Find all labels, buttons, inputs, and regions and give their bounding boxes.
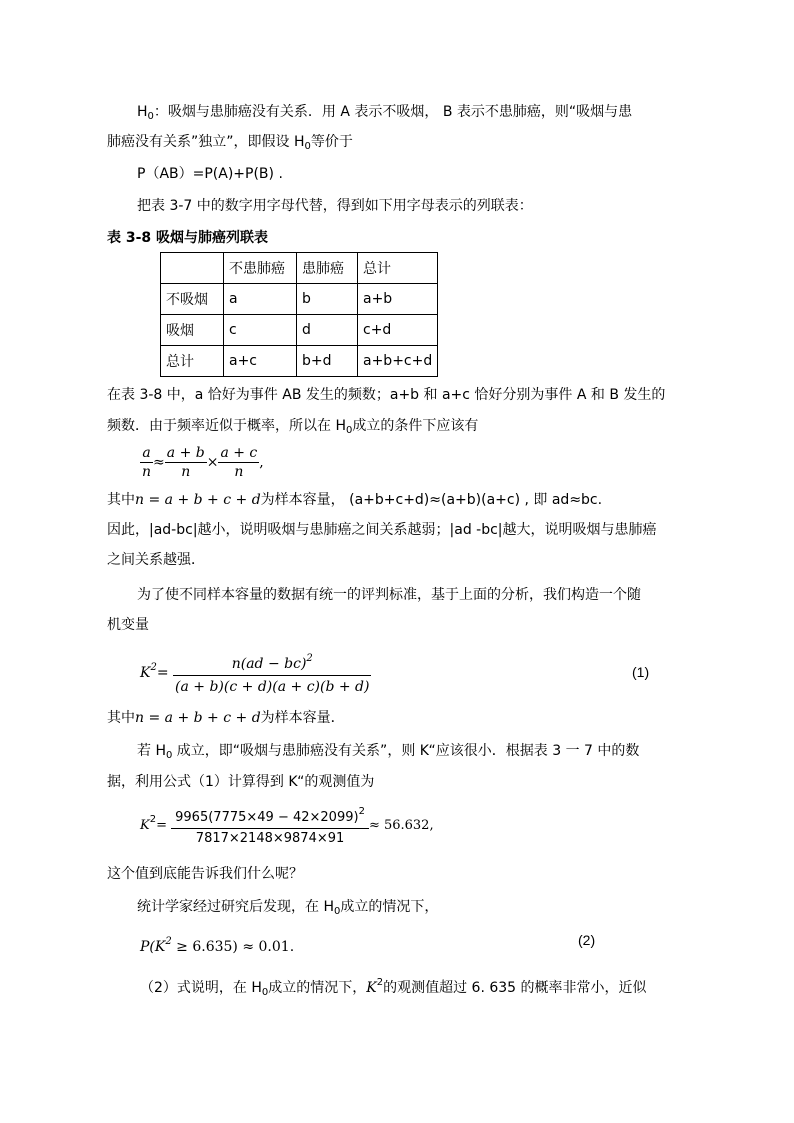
table-header-cell <box>161 253 224 284</box>
paragraph-frequency: 在表 3-8 中，a 恰好为事件 AB 发生的频数；a+b 和 a+c 恰好分别为事件 A 和 B 发生的 <box>107 387 666 403</box>
table-cell: 吸烟 <box>161 315 224 346</box>
formula-frequency-approx: $\frac{a}{n}$ ≈ $\frac{a + b}{n}$ × $\frac{a + c}{n}$ , <box>142 445 264 480</box>
table-header-cell: 不患肺癌 <box>224 253 297 284</box>
table-header-cell: 患肺癌 <box>297 253 358 284</box>
table-cell: a+b <box>358 284 438 315</box>
paragraph-statisticians: 统计学家经过研究后发现，在 $H_0$成立的情况下， <box>137 899 439 917</box>
paragraph-sample-size-2: 其中n = a + b + c + d为样本容量． <box>107 710 345 726</box>
table-cell: c <box>224 315 297 346</box>
table-cell: b+d <box>297 346 358 377</box>
paragraph-sample-size: 其中n = a + b + c + d为样本容量， (a+b+c+d)≈(a+b)(a+c) , 即 ad≈bc. <box>107 492 603 508</box>
table-cell: a <box>224 284 297 315</box>
paragraph-conclusion: 因此，|ad-bc|越小，说明吸烟与患肺癌之间关系越弱；|ad -bc|越大，说明吸烟与患肺癌 <box>107 522 657 538</box>
equation-k-squared-value: $K^2=$ $\frac{9965(7775\times 49 - 42\times 2099)^2}{7817\times 2148\times 9874\times 91}$ ≈ 56.632, <box>140 802 434 849</box>
table-cell: a+c <box>224 346 297 377</box>
paragraph-h0-intro-cont: 肺癌没有关系”独立”，即假设 $H_0$等价于 <box>107 134 353 152</box>
table-cell: 不吸烟 <box>161 284 224 315</box>
table-row <box>161 315 438 346</box>
h0-symbol: $H_0$ <box>137 104 154 122</box>
table-cell: b <box>297 284 358 315</box>
formula-pab: P（AB）=P(A)+P(B) . <box>137 166 283 182</box>
paragraph-frequency-cont: 频数．由于频率近似于概率，所以在 $H_0$成立的条件下应该有 <box>107 418 479 436</box>
equation-number-2: (2) <box>578 932 596 948</box>
equation-probability: $P(K^2 \ge 6.635) \approx 0.01$. <box>140 936 295 955</box>
equation-number-1: (1) <box>632 664 650 680</box>
table-caption: 表 3-8 吸烟与肺癌列联表 <box>107 230 269 246</box>
paragraph-compute-cont: 据，利用公式（1）计算得到 K“的观测值为 <box>107 774 375 790</box>
table-row <box>161 284 438 315</box>
paragraph-table-intro: 把表 3-7 中的数字用字母代替，得到如下用字母表示的列联表： <box>137 198 533 214</box>
paragraph-compute: 若 $H_0$ 成立，即“吸烟与患肺癌没有关系”，则 K“应该很小．根据表 3 一 7 中的数 <box>137 743 640 761</box>
h0-intro-text: ：吸烟与患肺癌没有关系．用 A 表示不吸烟， B 表示不患肺癌，则“吸烟与患 <box>153 104 633 120</box>
equation-k-squared: $K^2=$ $\frac{n(ad - bc)^2}{(a + b)(c + d)(a + c)(b + d)}$ <box>140 648 371 698</box>
table-cell: c+d <box>358 315 438 346</box>
paragraph-explanation: （2）式说明，在 $H_0$成立的情况下，$K^2$的观测值超过 6. 635 的概率非常小，近似 <box>140 977 647 998</box>
table-cell: d <box>297 315 358 346</box>
table-row <box>161 346 438 377</box>
table-header-cell: 总计 <box>358 253 438 284</box>
paragraph-question: 这个值到底能告诉我们什么呢？ <box>107 866 303 882</box>
table-cell: a+b+c+d <box>358 346 438 377</box>
table-header-row <box>161 253 438 284</box>
paragraph-random-variable: 为了使不同样本容量的数据有统一的评判标准，基于上面的分析，我们构造一个随 <box>137 587 641 603</box>
paragraph-h0-intro <box>137 102 632 127</box>
table-cell: 总计 <box>161 346 224 377</box>
paragraph-conclusion-cont: 之间关系越强． <box>107 552 205 568</box>
contingency-table <box>160 252 438 377</box>
paragraph-random-variable-cont: 机变量 <box>107 617 149 633</box>
